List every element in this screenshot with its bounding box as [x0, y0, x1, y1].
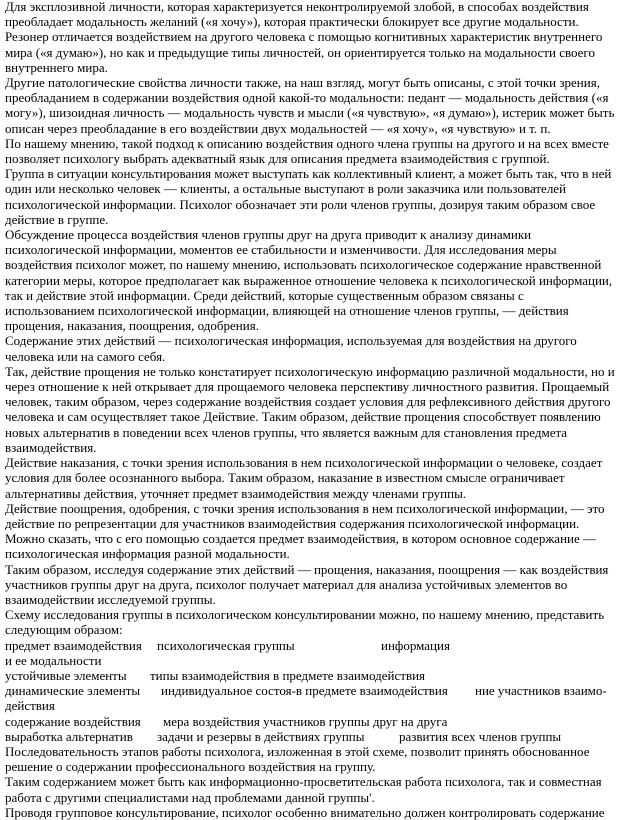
scheme-cell: предмет взаимодействия [5, 637, 142, 653]
scheme-cell: содержание воздействия [5, 713, 141, 729]
scheme-row: и ее модальности [5, 652, 102, 668]
paragraph-scheme-intro: Схему исследования группы в психологическом консультировании можно, по нашему мнению, представить следующим образом: [5, 607, 605, 638]
paragraph-content: Содержание этих действий — психологическая информация, используемая для воздействия на другого человека или на самого себя. [5, 333, 577, 364]
scheme-cell: ние участников взаимо- [475, 683, 607, 699]
scheme-table [5, 638, 615, 744]
paragraph-discussion: Обсуждение процесса воздействия членов группы друг на друга приводит к анализу динамики психологической информации, моментов ее стабильности и изменчивости. Для исследования меры воздействия психолог может, по нашему мнению, использовать психологическое содержание нравственной категории меры, которое предполагает как выраженное отношение человека к психологической информации, так и действие этой информации. Среди действий, которые существенным образом связаны с использованием психологической информации, влияющей на отношение членов группы, — действия прощения, наказания, поощрения, одобрения. [5, 227, 613, 334]
scheme-row: действия [5, 698, 55, 714]
scheme-cell: мера воздействия участников группы друг на друга [163, 713, 448, 729]
scheme-row [5, 729, 615, 744]
scheme-row [5, 638, 615, 653]
paragraph-encouragement: Действие поощрения, одобрения, с точки зрения использования в нем психологической информации, — это действие по репрезентации для участников взаимодействия содержания психологической информации. Можно сказать, что с его помощью создается предмет взаимодействия, в котором основное содержание — психологическая информация разной модальности. [5, 500, 605, 562]
scheme-cell: типы взаимодействия в предмете взаимодействия [150, 667, 426, 683]
paragraph-summary: Таким образом, исследуя содержание этих действий — прощения, наказания, поощрения — как воздействия участников группы друг на друга, психолог получает материал для анализа устойчивых элементов во взаимодействии исследуемой группы. [5, 561, 609, 607]
paragraph-work-content: Таким содержанием может быть как информационно-просветительская работа психолога, так и совместная работа с другими специалистами над проблемами данной группы'. [5, 774, 602, 805]
scheme-cell: информация [381, 637, 450, 653]
paragraph-forgiveness: Так, действие прощения не только констатирует психологическую информацию различной модальности, но и через отношение к ней открывает для прощаемого человека перспективу личностного развития. Прощаемый человек, таким образом, через содержание воздействия создает условия для рефлексивного действия другого человека и сам осуществляет такое Действие. Таким образом, действие прощения способствует появлению новых альтернатив в поведении всех членов группы, что является важным для становления предмета взаимодействия. [5, 363, 615, 455]
scheme-cell: индивидуальное состоя-в предмете взаимодействия [161, 683, 448, 699]
paragraph-group-consulting: Проводя групповое консультирование, психолог особенно внимательно должен контролировать содержание [5, 804, 605, 820]
scheme-cell: устойчивые элементы [5, 667, 127, 683]
paragraph-approach: По нашему мнению, такой подход к описанию воздействия одного члена группы на другого и на всех вместе позволяет психологу выбрать адекватный язык для описания предмета взаимодействия с группой. [5, 135, 609, 167]
paragraph-punishment: Действие наказания, с точки зрения использования в нем психологической информации о человеке, создает условия для более осознанного выбора. Таким образом, наказание в известном смысле ограничивает альтернативы действия, уточняет предмет взаимодействия между членами группы. [5, 455, 603, 501]
paragraph-pathological: Другие патологические свойства личности также, на наш взгляд, могут быть описаны, с этой точки зрения, преобладанием в содержании воздействия одной какой-то модальности: педант — модальность действия («я могу»), шизоидная личность — модальность чувств и мысли («я чувствую», «я думаю»), истерик может быть описан через преобладание в его воздействии двух модальностей — «я хочу», «я чувствую» и т. п. [5, 75, 615, 136]
scheme-cell: психологическая группы [157, 637, 295, 653]
paragraph-sequence: Последовательность этапов работы психолога, изложенная в этой схеме, позволит принять обоснованное решение о содержании профессионального воздействия на группу. [5, 743, 590, 775]
scheme-row [5, 683, 615, 698]
scheme-cell: динамические элементы [5, 683, 141, 699]
scheme-cell: задачи и резервы в действиях группы [157, 728, 365, 744]
document-page [5, 0, 615, 820]
scheme-cell: развития всех членов группы [399, 728, 562, 744]
paragraph-group-client: Группа в ситуации консультирования может выступать как коллективный клиент, а может быть так, что в ней один или несколько человек — клиенты, а остальные выступают в роли заказчика или пользователей психологической информации. Психолог обозначает эти роли членов группы, дозируя таким образом свое действие в группе. [5, 166, 612, 227]
paragraph-explosive: Для эксплозивной личности, которая характеризуется неконтролируемой злобой, в способах воздействия преобладает модальность желаний («я хочу»), которая практически блокирует все другие модальности. Резонер отличается воздействием на другого человека с помощью когнитивных характеристик внутреннего мира («я думаю»), но как и предыдущие типы личностей, он ориентируется только на модальности своего внутреннего мира. [5, 0, 603, 75]
scheme-cell: выработка альтернатив [5, 728, 133, 744]
scheme-row [5, 714, 615, 729]
scheme-row [5, 668, 615, 683]
